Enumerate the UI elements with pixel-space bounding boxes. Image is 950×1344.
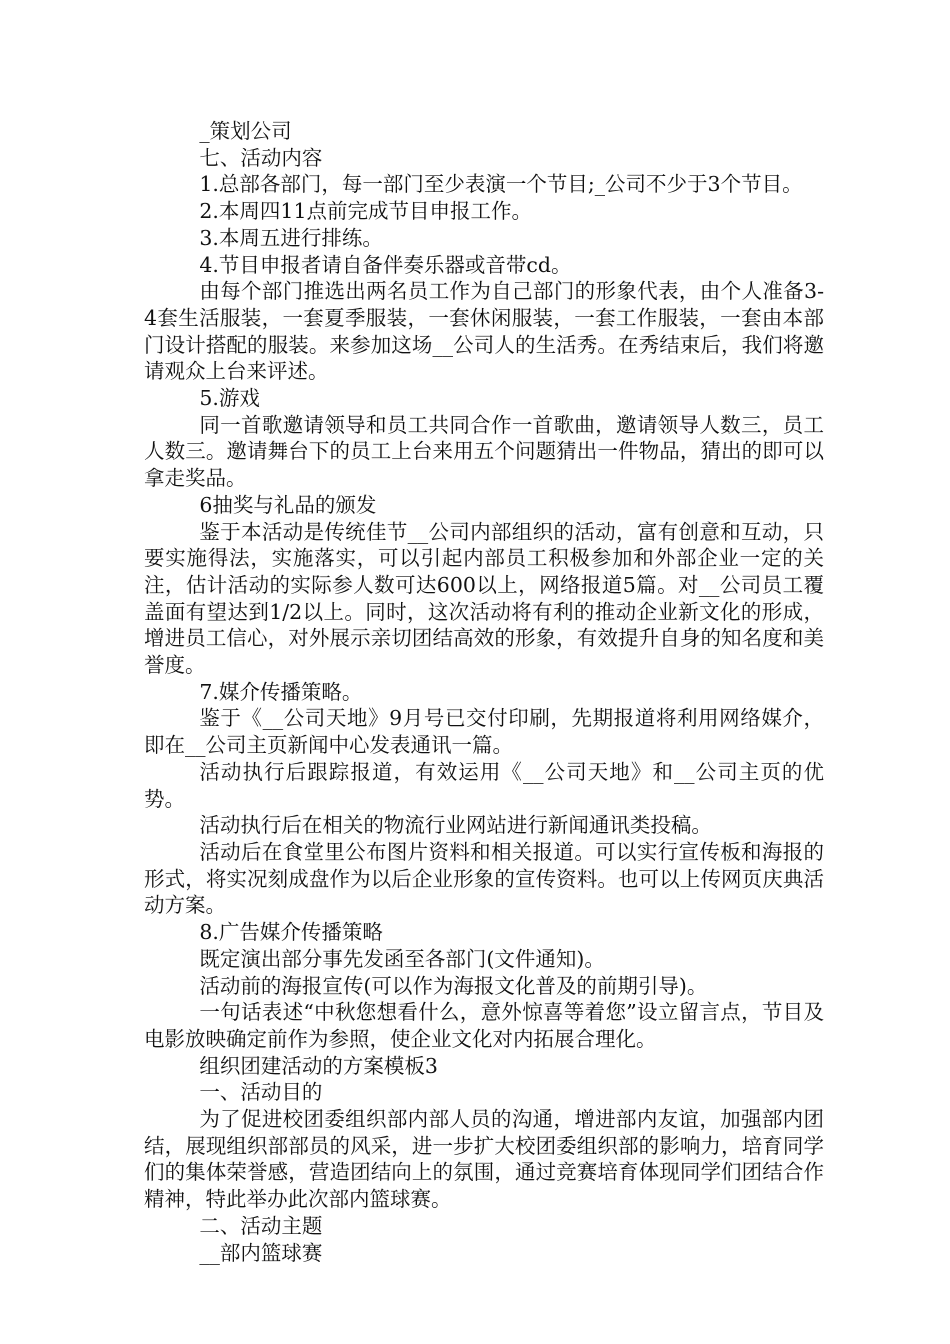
paragraph-games: 同一首歌邀请领导和员工共同合作一首歌曲，邀请领导人数三，员工人数三。邀请舞台下的员工上台来用五个问题猜出一件物品，猜出的即可以拿走奖品。 [144, 412, 824, 491]
paragraph-ad-1: 既定演出部分事先发函至各部门(文件通知)。 [199, 946, 605, 971]
heading-theme: 二、活动主题 [199, 1213, 323, 1238]
paragraph-item-3: 3.本周五进行排练。 [199, 225, 383, 250]
paragraph-ad-2: 活动前的海报宣传(可以作为海报文化普及的前期引导)。 [199, 973, 708, 998]
paragraph-media-2: 活动执行后跟踪报道，有效运用《__公司天地》和__公司主页的优势。 [144, 759, 824, 811]
paragraph-purpose: 为了促进校团委组织部内部人员的沟通，增进部内友谊，加强部内团结，展现组织部部员的风采，进一步扩大校团委组织部的影响力，培育同学们的集体荣誉感，营造团结向上的氛围，通过竞赛培育体现同学们团结合作精神，特此举办此次部内篮球赛。 [144, 1107, 824, 1212]
paragraph-ad-3: 一句话表述“中秋您想看什么，意外惊喜等着您”设立留言点，节目及电影放映确定前作为参照，使企业文化对内拓展合理化。 [144, 1000, 824, 1051]
paragraph-item-4: 4.节目申报者请自备伴奏乐器或音带cd。 [199, 252, 572, 277]
heading-lottery: 6抽奖与礼品的颁发 [199, 492, 377, 517]
heading-activity-content: 七、活动内容 [199, 145, 323, 170]
heading-template-3: 组织团建活动的方案模板3 [199, 1053, 438, 1078]
paragraph-theme: __部内篮球赛 [199, 1240, 323, 1265]
paragraph-company-name: _策划公司 [199, 119, 292, 143]
paragraph-media-3: 活动执行后在相关的物流行业网站进行新闻通讯类投稿。 [199, 813, 712, 838]
heading-ad-strategy: 8.广告媒介传播策略 [199, 920, 383, 945]
paragraph-item-1: 1.总部各部门，每一部门至少表演一个节目;_公司不少于3个节目。 [199, 172, 803, 197]
paragraph-item-2: 2.本周四11点前完成节目申报工作。 [199, 199, 532, 224]
paragraph-impact: 鉴于本活动是传统佳节__公司内部组织的活动，富有创意和互动，只要实施得法，实施落实，可以引起内部员工积极参加和外部企业一定的关注，估计活动的实际参人数可达600以上，网络报道5篇。对__公司员工覆盖面有望达到1/2以上。同时，这次活动将有利的推动企业新文化的形成，增进员工信心，对外展示亲切团结高效的形象，有效提升自身的知名度和美誉度。 [144, 519, 824, 678]
paragraph-fashion-show: 由每个部门推选出两名员工作为自己部门的形象代表，由个人准备3-4套生活服装，一套夏季服装，一套休闲服装，一套工作服装，一套由本部门设计搭配的服装。来参加这场__公司人的生活秀。在秀结束后，我们将邀请观众上台来评述。 [144, 279, 824, 384]
paragraph-media-1: 鉴于《__公司天地》9月号已交付印刷，先期报道将利用网络媒介，即在__公司主页新闻中心发表通讯一篇。 [144, 706, 824, 758]
heading-media-strategy: 7.媒介传播策略。 [199, 679, 363, 704]
document-body [144, 118, 824, 1266]
heading-games: 5.游戏 [199, 386, 260, 411]
paragraph-media-4: 活动后在食堂里公布图片资料和相关报道。可以实行宣传板和海报的形式，将实况刻成盘作为以后企业形象的宣传资料。也可以上传网页庆典活动方案。 [144, 839, 824, 918]
heading-purpose: 一、活动目的 [199, 1080, 323, 1105]
